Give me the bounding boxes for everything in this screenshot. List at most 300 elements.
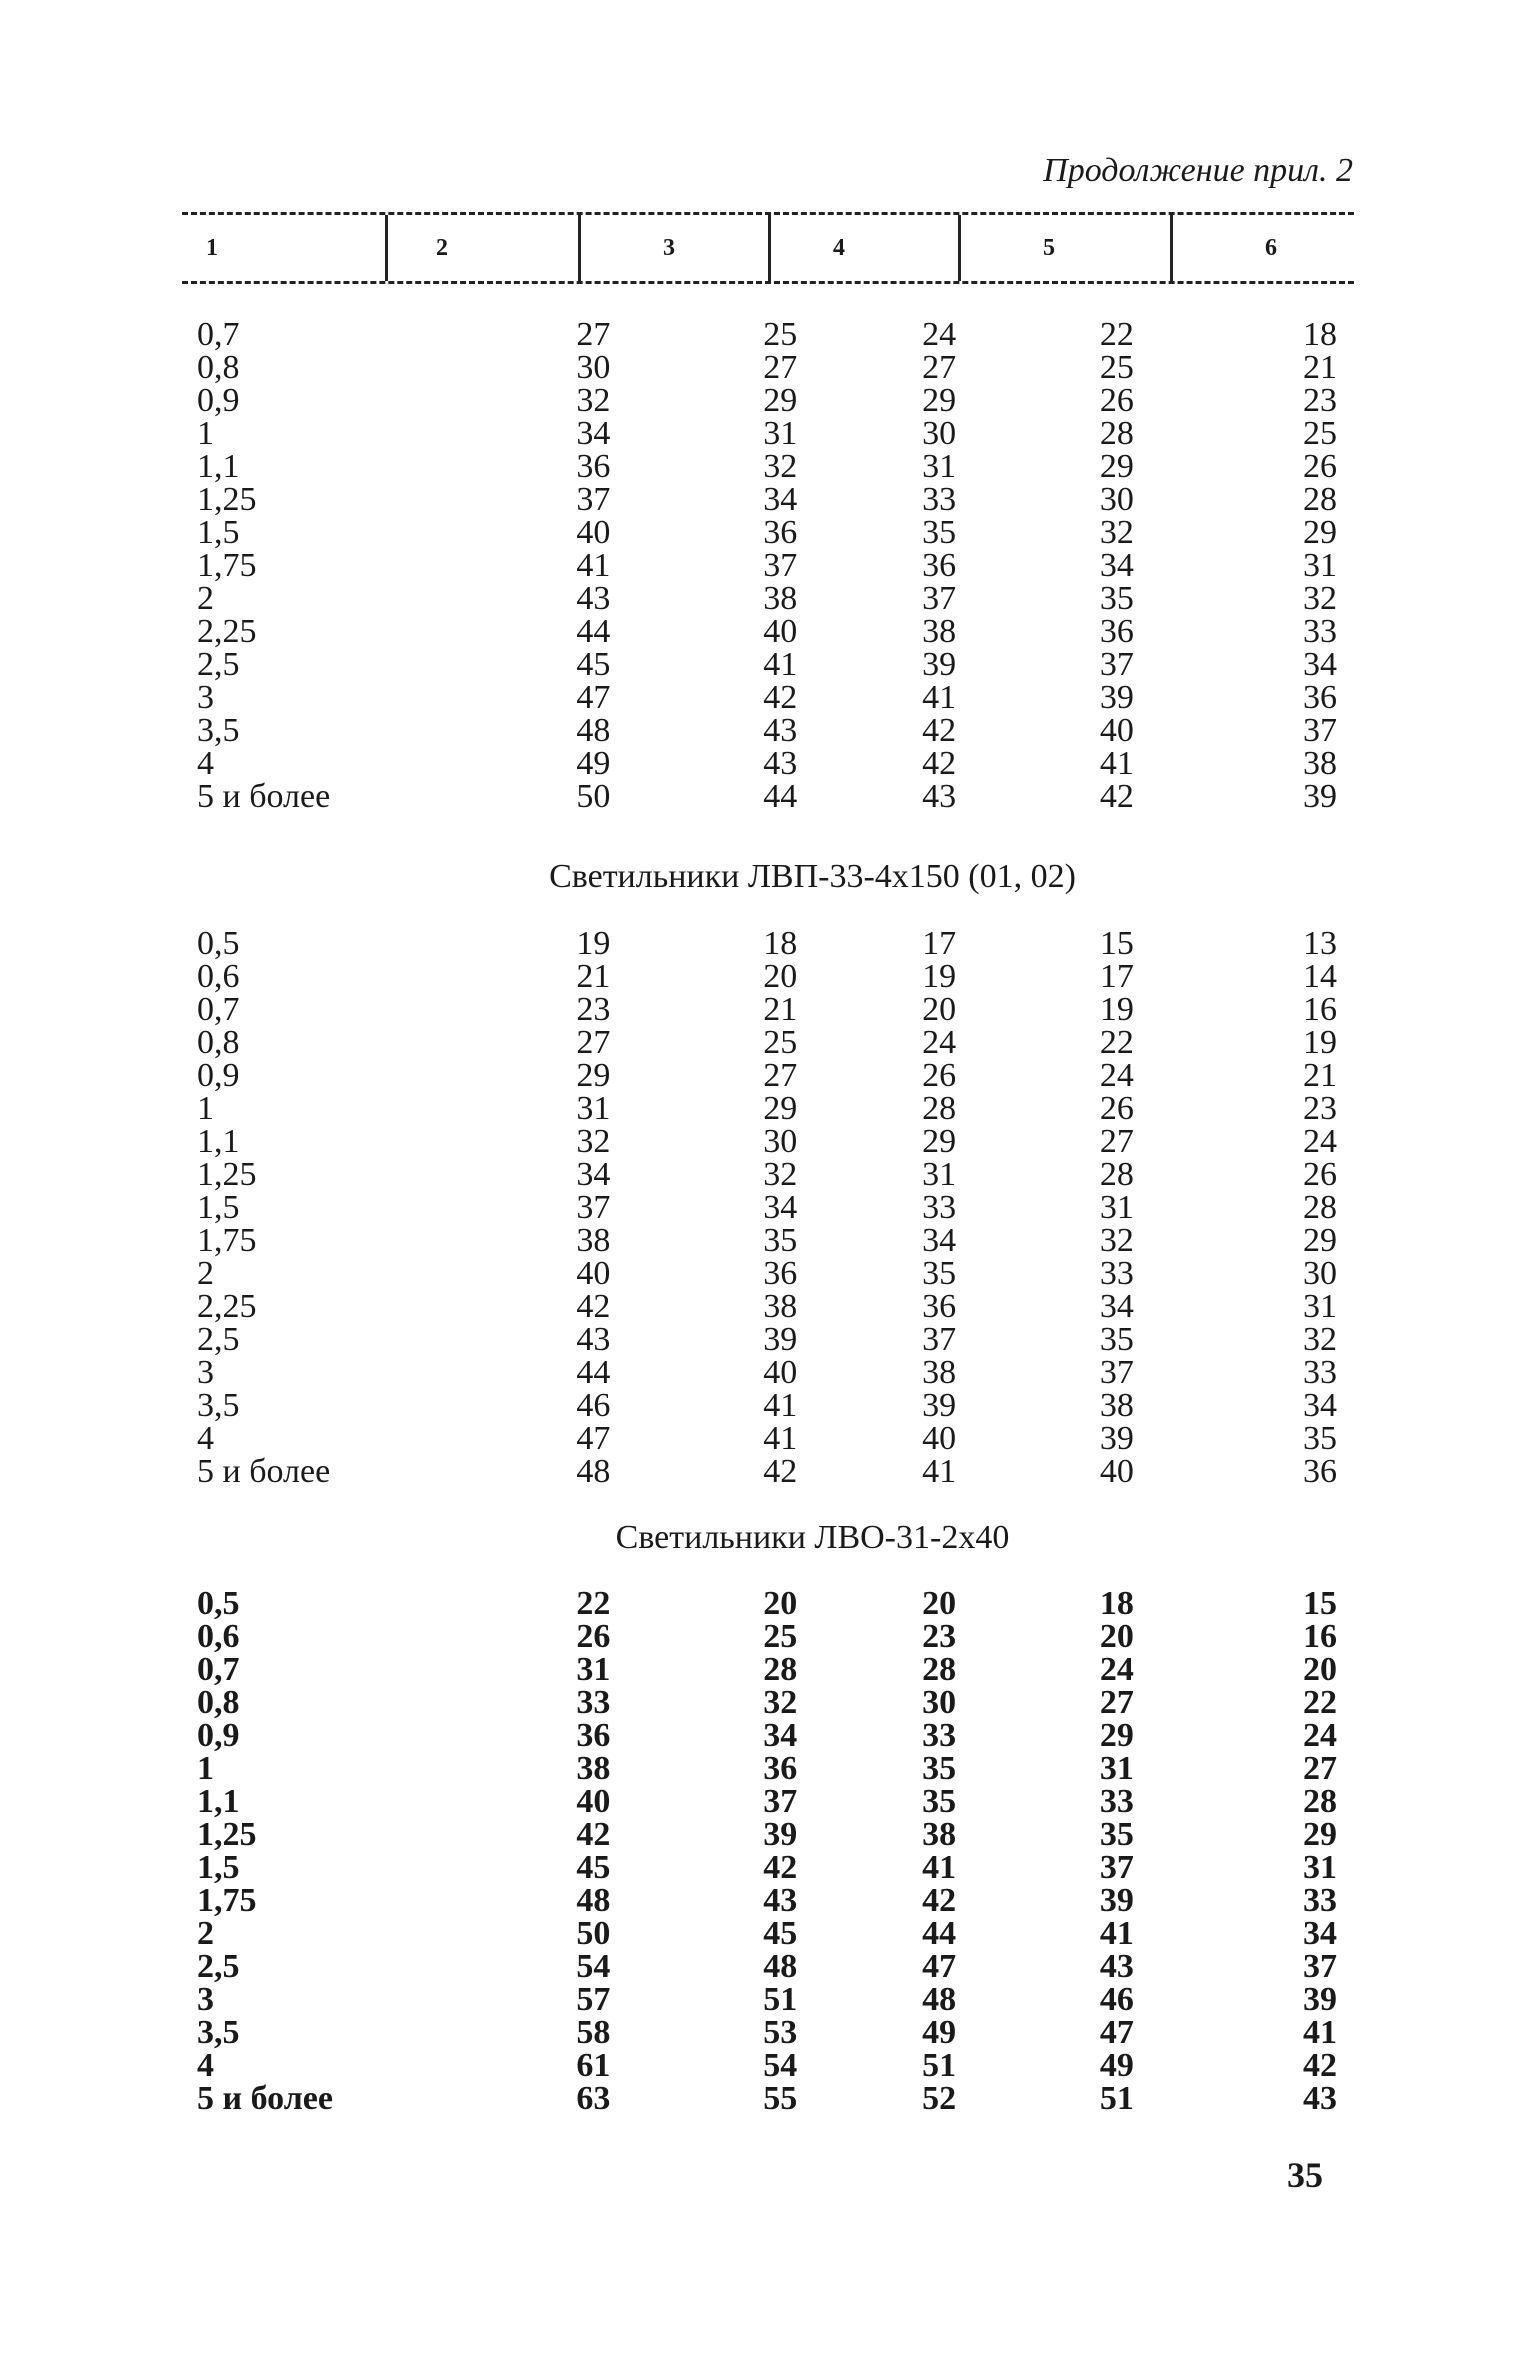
table-cell: 28 [763, 1651, 798, 1688]
table-cell: 1,1 [197, 1123, 240, 1160]
table-cell: 17 [1099, 958, 1134, 995]
table-cell: 23 [1303, 382, 1337, 419]
table-cell: 3 [197, 1354, 214, 1391]
table-cell: 42 [922, 712, 957, 749]
table-cell: 44 [922, 1915, 957, 1952]
table-cell: 42 [1303, 2047, 1337, 2084]
table-cell: 33 [922, 1717, 957, 1754]
table-cell: 22 [576, 1585, 611, 1622]
table-cell: 42 [922, 1882, 957, 1919]
table-cell: 20 [1099, 1618, 1134, 1655]
table-cell: 31 [763, 415, 798, 452]
table-row [197, 2049, 1337, 2082]
table-cell: 34 [763, 481, 798, 518]
table-cell: 37 [922, 580, 957, 617]
table-cell: 43 [576, 1321, 611, 1358]
table-cell: 38 [576, 1750, 611, 1787]
table-section-1 [197, 318, 1337, 813]
table-cell: 41 [1303, 2014, 1337, 2051]
table-cell: 31 [576, 1651, 611, 1688]
table-cell: 1 [197, 1750, 214, 1787]
table-cell: 40 [576, 1783, 611, 1820]
table-cell: 0,6 [197, 958, 240, 995]
table-cell: 48 [922, 1981, 957, 2018]
table-cell: 27 [763, 1057, 798, 1094]
table-section-2 [197, 927, 1337, 1488]
table-cell: 3,5 [197, 1387, 240, 1424]
table-cell: 35 [922, 1750, 957, 1787]
table-cell: 29 [576, 1057, 611, 1094]
table-cell: 34 [1303, 1387, 1337, 1424]
column-header-1: 1 [206, 234, 218, 261]
table-cell: 36 [922, 1288, 957, 1325]
table-cell: 5 и более [197, 1453, 331, 1490]
table-cell: 19 [922, 958, 957, 995]
table-cell: 3 [197, 1981, 214, 2018]
table-cell: 1,75 [197, 1222, 257, 1259]
table-cell: 36 [1303, 1453, 1337, 1490]
table-cell: 33 [1303, 613, 1337, 650]
table-cell: 42 [576, 1288, 611, 1325]
table-cell: 21 [576, 958, 611, 995]
table-cell: 34 [1303, 1915, 1337, 1952]
table-cell: 19 [576, 925, 611, 962]
table-cell: 27 [1303, 1750, 1337, 1787]
table-cell: 61 [576, 2047, 611, 2084]
table-cell: 42 [922, 745, 957, 782]
table-cell: 27 [1099, 1123, 1134, 1160]
table-cell: 27 [763, 349, 798, 386]
table-cell: 1,5 [197, 1189, 240, 1226]
table-cell: 35 [922, 1255, 957, 1292]
table-cell: 13 [1303, 925, 1337, 962]
table-cell: 35 [1303, 1420, 1337, 1457]
table-cell: 40 [1099, 712, 1134, 749]
table-row [197, 1389, 1337, 1422]
table-row [197, 417, 1337, 450]
table-cell: 35 [1099, 1321, 1134, 1358]
table-cell: 30 [576, 349, 611, 386]
table-cell: 31 [576, 1090, 611, 1127]
table-cell: 42 [763, 679, 798, 716]
table-cell: 39 [1303, 1981, 1337, 2018]
table-cell: 27 [576, 316, 611, 353]
table-cell: 44 [576, 1354, 611, 1391]
table-row [197, 1290, 1337, 1323]
table-cell: 0,6 [197, 1618, 240, 1655]
table-cell: 29 [922, 1123, 957, 1160]
table-cell: 43 [1303, 2080, 1337, 2117]
table-row [197, 1983, 1337, 2016]
table-cell: 42 [763, 1453, 798, 1490]
table-cell: 34 [922, 1222, 957, 1259]
table-cell: 20 [922, 991, 957, 1028]
table-cell: 24 [1099, 1651, 1134, 1688]
table-cell: 23 [1303, 1090, 1337, 1127]
table-cell: 31 [922, 1156, 957, 1193]
table-row [197, 1191, 1337, 1224]
table-cell: 32 [763, 448, 798, 485]
table-cell: 16 [1303, 991, 1337, 1028]
table-row [197, 1059, 1337, 1092]
table-cell: 39 [763, 1816, 798, 1853]
table-cell: 42 [1099, 778, 1134, 815]
table-cell: 37 [1303, 712, 1337, 749]
table-cell: 38 [576, 1222, 611, 1259]
table-cell: 38 [763, 580, 798, 617]
table-cell: 38 [763, 1288, 798, 1325]
table-row [197, 318, 1337, 351]
table-cell: 47 [576, 679, 611, 716]
table-cell: 33 [1099, 1255, 1134, 1292]
table-cell: 40 [576, 514, 611, 551]
table-cell: 24 [922, 1024, 957, 1061]
table-cell: 33 [922, 1189, 957, 1226]
table-cell: 35 [922, 514, 957, 551]
table-row [197, 1092, 1337, 1125]
table-cell: 40 [576, 1255, 611, 1292]
table-row [197, 960, 1337, 993]
table-cell: 28 [1099, 415, 1134, 452]
table-cell: 54 [576, 1948, 611, 1985]
table-cell: 30 [763, 1123, 798, 1160]
table-cell: 33 [1303, 1354, 1337, 1391]
table-cell: 1,5 [197, 514, 240, 551]
table-cell: 19 [1303, 1024, 1337, 1061]
table-cell: 25 [1303, 415, 1337, 452]
table-cell: 48 [576, 712, 611, 749]
table-cell: 28 [1303, 1189, 1337, 1226]
column-header-6: 6 [1170, 215, 1354, 281]
table-cell: 33 [1303, 1882, 1337, 1919]
table-cell: 49 [576, 745, 611, 782]
table-cell: 41 [763, 1420, 798, 1457]
table-row [197, 1917, 1337, 1950]
table-cell: 31 [1099, 1750, 1134, 1787]
table-cell: 18 [1303, 316, 1337, 353]
table-cell: 2 [197, 580, 214, 617]
table-cell: 41 [576, 547, 611, 584]
table-cell: 40 [763, 1354, 798, 1391]
table-row [197, 1026, 1337, 1059]
table-cell: 39 [1099, 679, 1134, 716]
table-cell: 21 [763, 991, 798, 1028]
table-cell: 35 [922, 1783, 957, 1820]
table-cell: 1,25 [197, 1156, 257, 1193]
column-header-3: 3 [578, 215, 768, 281]
table-row [197, 1785, 1337, 1818]
table-cell: 28 [1303, 1783, 1337, 1820]
table-cell: 25 [1099, 349, 1134, 386]
table-cell: 20 [1303, 1651, 1337, 1688]
table-row [197, 681, 1337, 714]
table-cell: 4 [197, 2047, 214, 2084]
table-cell: 41 [922, 679, 957, 716]
table-cell: 34 [1099, 1288, 1134, 1325]
table-cell: 34 [1099, 547, 1134, 584]
table-cell: 31 [1099, 1189, 1134, 1226]
table-cell: 2 [197, 1915, 214, 1952]
table-cell: 38 [922, 1354, 957, 1391]
table-cell: 23 [576, 991, 611, 1028]
table-cell: 51 [763, 1981, 798, 2018]
table-cell: 26 [1099, 382, 1134, 419]
table-cell: 43 [763, 712, 798, 749]
table-cell: 32 [1099, 1222, 1134, 1259]
table-cell: 39 [922, 646, 957, 683]
table-cell: 27 [1099, 1684, 1134, 1721]
table-cell: 15 [1099, 925, 1134, 962]
table-row [197, 483, 1337, 516]
table-cell: 5 и более [197, 2080, 333, 2117]
table-cell: 32 [763, 1156, 798, 1193]
table-cell: 25 [763, 1618, 798, 1655]
table-cell: 51 [1099, 2080, 1134, 2117]
table-cell: 1,1 [197, 1783, 240, 1820]
table-cell: 37 [922, 1321, 957, 1358]
table-row [197, 1455, 1337, 1488]
table-cell: 35 [1099, 580, 1134, 617]
table-cell: 49 [1099, 2047, 1134, 2084]
table-cell: 32 [576, 1123, 611, 1160]
table-section-3 [197, 1587, 1337, 2115]
table-cell: 4 [197, 1420, 214, 1457]
section-title-lvp: Светильники ЛВП-33-4х150 (01, 02) [549, 858, 1076, 895]
table-cell: 37 [1099, 1354, 1134, 1391]
table-row [197, 1818, 1337, 1851]
table-header [182, 212, 1354, 284]
table-cell: 21 [1303, 1057, 1337, 1094]
table-cell: 27 [576, 1024, 611, 1061]
table-cell: 41 [1099, 745, 1134, 782]
table-cell: 47 [1099, 2014, 1134, 2051]
table-row [197, 582, 1337, 615]
table-cell: 34 [1303, 646, 1337, 683]
table-row [197, 1950, 1337, 1983]
table-cell: 41 [922, 1849, 957, 1886]
table-cell: 47 [576, 1420, 611, 1457]
table-cell: 22 [1099, 316, 1134, 353]
table-cell: 45 [576, 1849, 611, 1886]
column-header-4: 4 [768, 215, 958, 281]
table-cell: 4 [197, 745, 214, 782]
table-row [197, 384, 1337, 417]
table-cell: 14 [1303, 958, 1337, 995]
table-cell: 36 [1099, 613, 1134, 650]
table-cell: 36 [763, 1750, 798, 1787]
table-row [197, 714, 1337, 747]
table-cell: 39 [1303, 778, 1337, 815]
table-cell: 2,5 [197, 1948, 240, 1985]
table-cell: 22 [1099, 1024, 1134, 1061]
table-cell: 45 [763, 1915, 798, 1952]
table-cell: 18 [763, 925, 798, 962]
table-cell: 26 [922, 1057, 957, 1094]
table-cell: 36 [1303, 679, 1337, 716]
table-cell: 1,5 [197, 1849, 240, 1886]
table-cell: 34 [576, 415, 611, 452]
table-cell: 48 [576, 1882, 611, 1919]
table-cell: 1 [197, 415, 214, 452]
table-cell: 20 [763, 1585, 798, 1622]
table-row [197, 516, 1337, 549]
table-cell: 0,9 [197, 1717, 240, 1754]
table-cell: 33 [576, 1684, 611, 1721]
table-cell: 21 [1303, 349, 1337, 386]
table-cell: 31 [922, 448, 957, 485]
table-cell: 1,25 [197, 481, 257, 518]
table-cell: 32 [576, 382, 611, 419]
table-cell: 51 [922, 2047, 957, 2084]
table-cell: 58 [576, 2014, 611, 2051]
table-cell: 37 [763, 547, 798, 584]
table-cell: 24 [1303, 1717, 1337, 1754]
table-cell: 2 [197, 1255, 214, 1292]
table-cell: 38 [922, 1816, 957, 1853]
table-cell: 29 [1099, 448, 1134, 485]
section-title-lvo: Светильники ЛВО-31-2х40 [615, 1519, 1010, 1556]
table-cell: 36 [576, 1717, 611, 1754]
table-cell: 48 [763, 1948, 798, 1985]
table-cell: 0,8 [197, 1684, 240, 1721]
table-row [197, 1356, 1337, 1389]
table-cell: 28 [922, 1651, 957, 1688]
table-row [197, 780, 1337, 813]
table-row [197, 1851, 1337, 1884]
table-cell: 30 [922, 415, 957, 452]
table-cell: 42 [576, 1816, 611, 1853]
table-cell: 0,5 [197, 925, 240, 962]
table-cell: 1,75 [197, 1882, 257, 1919]
table-cell: 2,25 [197, 613, 257, 650]
table-cell: 36 [576, 448, 611, 485]
table-cell: 53 [763, 2014, 798, 2051]
table-cell: 39 [922, 1387, 957, 1424]
table-cell: 39 [1099, 1420, 1134, 1457]
table-cell: 28 [1303, 481, 1337, 518]
table-cell: 55 [763, 2080, 798, 2117]
table-cell: 52 [922, 2080, 957, 2117]
table-cell: 45 [576, 646, 611, 683]
table-cell: 37 [576, 1189, 611, 1226]
table-cell: 1,25 [197, 1816, 257, 1853]
table-cell: 31 [1303, 1849, 1337, 1886]
table-cell: 50 [576, 1915, 611, 1952]
table-cell: 43 [922, 778, 957, 815]
table-cell: 43 [763, 745, 798, 782]
table-cell: 34 [576, 1156, 611, 1193]
table-row [197, 1224, 1337, 1257]
table-cell: 29 [763, 1090, 798, 1127]
table-cell: 30 [1099, 481, 1134, 518]
table-cell: 32 [1303, 1321, 1337, 1358]
table-cell: 40 [763, 613, 798, 650]
table-cell: 20 [922, 1585, 957, 1622]
table-cell: 3,5 [197, 712, 240, 749]
table-cell: 26 [1303, 448, 1337, 485]
table-cell: 38 [922, 613, 957, 650]
table-cell: 29 [922, 382, 957, 419]
table-cell: 41 [763, 646, 798, 683]
table-cell: 2,5 [197, 1321, 240, 1358]
table-cell: 19 [1099, 991, 1134, 1028]
table-row [197, 1719, 1337, 1752]
table-row [197, 648, 1337, 681]
table-row [197, 1752, 1337, 1785]
page-number: 35 [1287, 2155, 1323, 2195]
table-cell: 41 [1099, 1915, 1134, 1952]
table-cell: 32 [763, 1684, 798, 1721]
table-row [197, 1587, 1337, 1620]
table-cell: 32 [1303, 580, 1337, 617]
table-cell: 40 [1099, 1453, 1134, 1490]
table-cell: 34 [763, 1189, 798, 1226]
table-row [197, 1686, 1337, 1719]
table-cell: 29 [1303, 1816, 1337, 1853]
table-cell: 43 [576, 580, 611, 617]
table-cell: 35 [763, 1222, 798, 1259]
table-cell: 0,9 [197, 382, 240, 419]
table-cell: 0,7 [197, 316, 240, 353]
table-cell: 31 [1303, 547, 1337, 584]
table-cell: 42 [763, 1849, 798, 1886]
table-cell: 0,8 [197, 349, 240, 386]
table-row [197, 450, 1337, 483]
table-row [197, 1257, 1337, 1290]
table-cell: 23 [922, 1618, 957, 1655]
table-cell: 49 [922, 2014, 957, 2051]
table-cell: 46 [1099, 1981, 1134, 2018]
table-cell: 28 [922, 1090, 957, 1127]
table-cell: 26 [1303, 1156, 1337, 1193]
table-cell: 0,7 [197, 991, 240, 1028]
table-row [197, 1653, 1337, 1686]
table-cell: 54 [763, 2047, 798, 2084]
table-cell: 25 [763, 316, 798, 353]
table-row [197, 993, 1337, 1026]
table-cell: 18 [1099, 1585, 1134, 1622]
column-header-2: 2 [385, 215, 578, 281]
table-row [197, 1323, 1337, 1356]
table-cell: 39 [1099, 1882, 1134, 1919]
table-cell: 38 [1099, 1387, 1134, 1424]
table-cell: 33 [1099, 1783, 1134, 1820]
table-cell: 32 [1099, 514, 1134, 551]
table-cell: 33 [922, 481, 957, 518]
table-cell: 37 [1099, 646, 1134, 683]
table-cell: 26 [576, 1618, 611, 1655]
table-cell: 2,25 [197, 1288, 257, 1325]
table-cell: 22 [1303, 1684, 1337, 1721]
table-cell: 0,7 [197, 1651, 240, 1688]
table-cell: 30 [922, 1684, 957, 1721]
table-row [197, 1884, 1337, 1917]
table-cell: 40 [922, 1420, 957, 1457]
table-cell: 46 [576, 1387, 611, 1424]
table-cell: 28 [1099, 1156, 1134, 1193]
table-cell: 43 [1099, 1948, 1134, 1985]
table-cell: 3 [197, 679, 214, 716]
table-cell: 16 [1303, 1618, 1337, 1655]
table-cell: 0,8 [197, 1024, 240, 1061]
table-cell: 57 [576, 1981, 611, 2018]
table-row [197, 2082, 1337, 2115]
table-cell: 0,9 [197, 1057, 240, 1094]
table-cell: 41 [763, 1387, 798, 1424]
table-cell: 20 [763, 958, 798, 995]
table-row [197, 2016, 1337, 2049]
table-cell: 35 [1099, 1816, 1134, 1853]
